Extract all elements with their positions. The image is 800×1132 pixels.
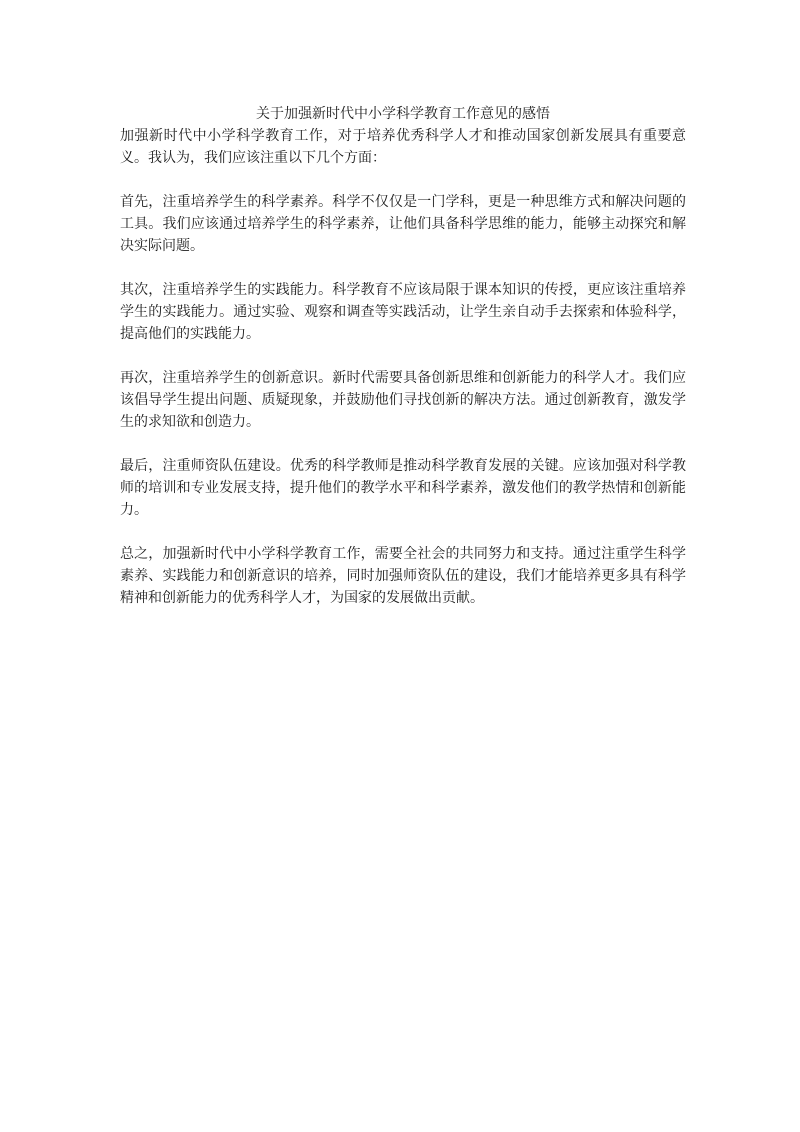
paragraph-first-point: 首先，注重培养学生的科学素养。科学不仅仅是一门学科，更是一种思维方式和解决问题的工具。我们应该通过培养学生的科学素养，让他们具备科学思维的能力，能够主动探究和解决实际问题。 [120, 194, 686, 254]
document-body [120, 103, 686, 631]
paragraph-conclusion: 总之，加强新时代中小学科学教育工作，需要全社会的共同努力和支持。通过注重学生科学素养、实践能力和创新意识的培养，同时加强师资队伍的建设，我们才能培养更多具有科学精神和创新能力的优秀科学人才，为国家的发展做出贡献。 [120, 546, 686, 606]
paragraph-third-point: 再次，注重培养学生的创新意识。新时代需要具备创新思维和创新能力的科学人才。我们应该倡导学生提出问题、质疑现象，并鼓励他们寻找创新的解决方法。通过创新教育，激发学生的求知欲和创造力。 [120, 370, 686, 430]
document-title: 关于加强新时代中小学科学教育工作意见的感悟 [256, 106, 550, 122]
paragraph-intro: 加强新时代中小学科学教育工作，对于培养优秀科学人才和推动国家创新发展具有重要意义。我认为，我们应该注重以下几个方面： [120, 128, 686, 166]
paragraph-fourth-point: 最后，注重师资队伍建设。优秀的科学教师是推动科学教育发展的关键。应该加强对科学教师的培训和专业发展支持，提升他们的教学水平和科学素养，激发他们的教学热情和创新能力。 [120, 458, 686, 518]
paragraph-second-point: 其次，注重培养学生的实践能力。科学教育不应该局限于课本知识的传授，更应该注重培养学生的实践能力。通过实验、观察和调查等实践活动，让学生亲自动手去探索和体验科学，提高他们的实践能力。 [120, 282, 686, 342]
